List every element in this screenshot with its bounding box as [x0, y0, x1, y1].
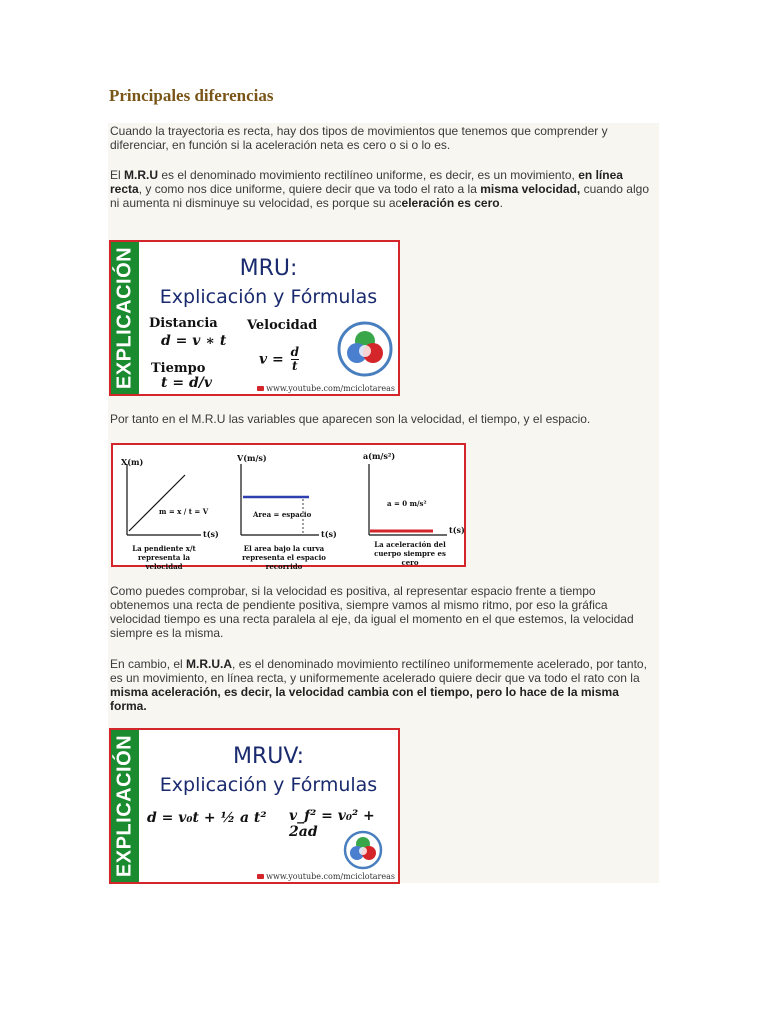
graph3-line-label: a = 0 m/s²: [387, 499, 427, 508]
formula-velocity: v_f² = v₀² + 2ad: [289, 808, 375, 840]
graph1-position-line: [129, 475, 185, 531]
banner-side-strip: [111, 242, 139, 394]
graph3-caption: La aceleración del cuerpo siempre es cero: [374, 540, 446, 567]
paragraph-explanation: Como puedes comprobar, si la velocidad es positiva, al representar espacio frente a tiempo obtenemos una recta de pendiente positiva, siempre vamos al mismo ritmo, por eso la gráfica velocidad tiempo es una recta paralela al eje, da igual el momento en el que estemos, la velocidad siempre es la misma.: [110, 584, 634, 640]
section-heading: Principales diferencias: [109, 86, 274, 105]
banner-title: MRUV:: [232, 744, 305, 769]
banner-title: MRU:: [239, 256, 298, 281]
paragraph-mrua: En cambio, el M.R.U.A, es el denominado movimiento rectilíneo uniformemente acelerado, por tanto, es un movimiento, en línea recta, y uniformemente acelerado quiere decir que va todo el rato con la misma aceleración, es decir, la velocidad cambia con el tiempo, pero lo hace de la misma forma.: [110, 657, 647, 713]
mru-banner-image: [109, 240, 400, 396]
graph2-ylabel: V(m/s): [237, 453, 267, 463]
graph3-ylabel: a(m/s²): [363, 451, 396, 461]
banner-subtitle: Explicación y Fórmulas: [159, 774, 378, 796]
paragraph-intro: Cuando la trayectoria es recta, hay dos tipos de movimientos que tenemos que comprender y diferenciar, en función si la aceleración neta es cero o si o lo es.: [110, 124, 608, 152]
youtube-link-text: www.youtube.com/mciclotareas: [257, 872, 395, 881]
graph1-line-label: m = x / t = V: [159, 507, 209, 516]
graph2-area-label: Area = espacio: [253, 510, 312, 519]
graph2-caption: El area bajo la curva representa el espacio recorrido: [242, 544, 326, 571]
paragraph-mru: El M.R.U es el denominado movimiento rectilíneo uniforme, es decir, es un movimiento, en línea recta, y como nos dice uniforme, quiere decir que va todo el rato a la misma velocidad, cuando algo ni aumenta ni disminuye su velocidad, es porque su aceleración es cero.: [110, 168, 649, 210]
graph2-xlabel: t(s): [321, 529, 337, 539]
graph1-ylabel: X(m): [121, 457, 144, 467]
graph1-caption: La pendiente x/t representa la velocidad: [132, 544, 196, 571]
side-label: EXPLICACIÓN: [113, 734, 136, 878]
banner-subtitle: Explicación y Fórmulas: [159, 286, 378, 308]
distancia-label: Distancia: [149, 316, 218, 331]
logo-icon: [337, 321, 393, 377]
tiempo-formula: t = d/v: [161, 375, 212, 391]
distancia-formula: d = v ∗ t: [161, 333, 227, 349]
graph3-xlabel: t(s): [449, 525, 465, 535]
paragraph-variables: Por tanto en el M.R.U las variables que aparecen son la velocidad, el tiempo, y el espacio.: [110, 412, 591, 426]
graph1-xlabel: t(s): [203, 529, 219, 539]
tiempo-label: Tiempo: [151, 361, 206, 376]
youtube-link-text: www.youtube.com/mciclotareas: [257, 384, 395, 393]
velocidad-label: Velocidad: [247, 318, 318, 333]
side-label: EXPLICACIÓN: [113, 246, 136, 390]
logo-icon: [343, 830, 383, 870]
mruv-banner-image: [109, 728, 400, 884]
banner-side-strip: [111, 730, 139, 882]
mru-graphs-image: [111, 443, 466, 571]
velocidad-formula: v = $\frac{d}{t}$: [259, 345, 300, 373]
formula-distance: d = v₀t + ½ a t²: [147, 810, 267, 826]
